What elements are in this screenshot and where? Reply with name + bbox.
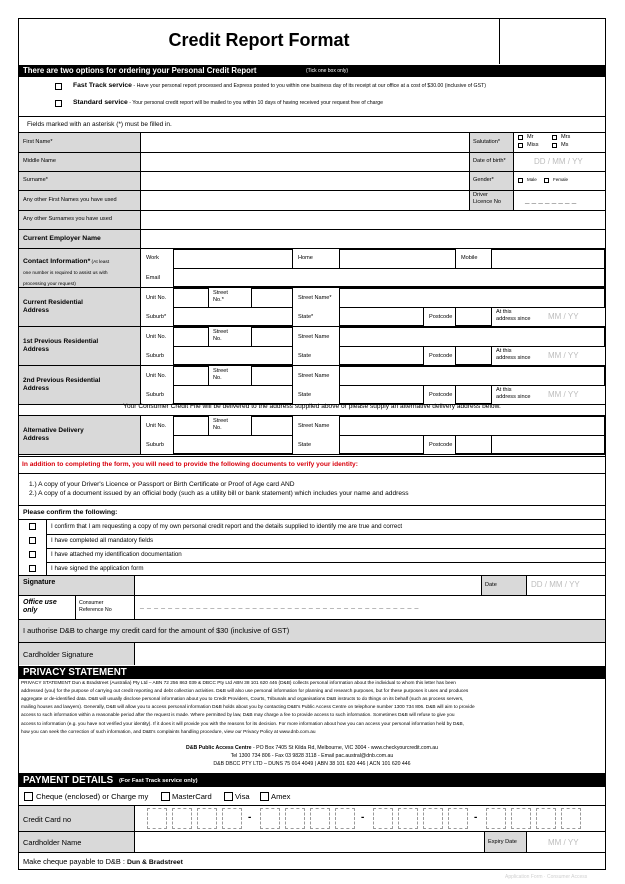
address-previous-2-street-name-field[interactable] [339, 366, 605, 386]
surname-label: Surname* [23, 177, 48, 183]
mastercard-label: MasterCard [172, 792, 212, 801]
card-group-separator: - [361, 812, 365, 823]
address-current-since-label-2: address since [496, 316, 531, 322]
signature-label: Signature [23, 579, 56, 586]
fast-track-option: Fast Track service - Have your personal report processed and Express posted to you within one business day of its receipt at our office at a cost of $30.00 (inclusive of GST) [73, 82, 486, 89]
address-previous-2-street-name-label: Street Name [298, 373, 330, 379]
cardholder-name-field[interactable] [135, 832, 484, 852]
address-previous-2-unit-field[interactable] [173, 366, 209, 386]
confirm-heading: Please confirm the following: [23, 509, 118, 516]
mrs-label: Mrs [561, 134, 571, 140]
signature-field[interactable] [135, 576, 481, 595]
address-alternative-street-name-label: Street Name [298, 423, 330, 429]
documents-item-1: 1.) A copy of your Driver's Licence or Passport or Birth Certificate or Proof of Age card AND [29, 481, 295, 488]
card-digit-box[interactable] [147, 808, 167, 829]
licence-field[interactable]: _ _ _ _ _ _ _ _ [525, 196, 577, 205]
privacy-line-5: access to such information within a reasonable period after the request is made. Where permitted by law, D&B may charge a fee to provide access to such information. Sometimes D&B will refuse to give you [21, 713, 455, 719]
confirm-checkbox-3[interactable] [29, 551, 36, 558]
address-alternative-extra-field [491, 435, 605, 454]
consumer-reference-field[interactable]: _ _ _ _ _ _ _ _ _ _ _ _ _ _ _ _ _ _ _ _ _ _ _ _ _ _ _ _ _ _ _ _ _ _ _ _ _ _ _ _ [140, 603, 419, 610]
address-previous-1-label-1: 1st Previous Residential [23, 338, 99, 345]
employer-label: Current Employer Name [23, 235, 101, 242]
address-alternative-street-no-label-2: No. [213, 425, 222, 431]
address-current-street-name-label: Street Name* [298, 295, 332, 301]
visa-label: Visa [235, 792, 250, 801]
cheque-checkbox[interactable] [24, 792, 33, 801]
card-digit-box[interactable] [172, 808, 192, 829]
expiry-field[interactable]: MM / YY [548, 838, 579, 847]
address-previous-1-street-no-label-2: No. [213, 336, 222, 342]
confirm-item-4: I have signed the application form [51, 565, 144, 572]
address-alternative-suburb-label: Suburb [146, 442, 165, 448]
address-alternative-street-name-field[interactable] [339, 416, 605, 436]
watermark: Application Form · Consumer Access [505, 874, 588, 880]
cheque-payable-note: Make cheque payable to D&B : Dun & Bradstreet [23, 857, 183, 866]
address-previous-1-since-field[interactable]: MM / YY [548, 351, 579, 360]
address-previous-2-street-no-label-1: Street [213, 368, 228, 374]
address-current-label-2: Address [23, 307, 50, 314]
address-alternative-label-1: Alternative Delivery [23, 427, 84, 434]
address-previous-1-since-label-1: At this [496, 348, 512, 354]
address-current-suburb-label: Suburb* [146, 314, 167, 320]
privacy-line-3: aggregate or de-identified data. D&B will usually disclose personal information about you to Credit Providers, Courts, Tribunals and organisations D&B instructs to do things on its behalf (such as process servers, [21, 697, 464, 703]
female-label: Female [553, 177, 569, 182]
address-previous-1-street-name-field[interactable] [339, 327, 605, 347]
documents-item-2: 2.) A copy of a document issued by an official body (such as a utility bill or bank statement) which includes your name and address [29, 490, 409, 497]
address-previous-2-street-no-label-2: No. [213, 375, 222, 381]
address-current-state-label: State* [298, 314, 314, 320]
mobile-field[interactable] [491, 249, 605, 269]
privacy-line-1: PRIVACY STATEMENT Dun & Bradstreet (Australia) Pty Ltd – ABN 72 256 863 039 & DBCC Pty Ltd ABN 38 101 620 446 (D&B) collects personal information about the individual to whom this letter has been [21, 681, 456, 686]
other-surnames-field[interactable] [141, 211, 605, 229]
mr-label: Mr [527, 134, 534, 140]
first-name-field[interactable] [141, 133, 468, 152]
confirm-item-1: I confirm that I am requesting a copy of my own personal credit report and the details supplied to identify me are true and correct [51, 523, 403, 530]
card-digit-box[interactable] [373, 808, 393, 829]
card-group-separator: - [248, 812, 252, 823]
privacy-line-4: mailing houses and lawyers). Generally, D&B will allow you to access personal information D&B holds about you by contacting D&B's Public Access Centre on telephone number 1300 734 806. D&B will aim to provide [21, 705, 475, 711]
address-current-unit-label: Unit No. [146, 295, 167, 301]
address-previous-2-unit-label: Unit No. [146, 373, 167, 379]
mandatory-note: Fields marked with an asterisk (*) must be filled in. [27, 121, 172, 128]
address-previous-2-postcode-label: Postcode [429, 392, 453, 398]
dob-label: Date of birth* [473, 158, 506, 164]
options-heading: There are two options for ordering your Personal Credit Report [23, 66, 257, 75]
address-previous-2-suburb-label: Suburb [146, 392, 165, 398]
address-current-state-field[interactable] [339, 307, 424, 326]
address-alternative-state-label: State [298, 442, 312, 448]
salutation-label: Salutation* [473, 139, 501, 145]
ms-checkbox[interactable] [552, 143, 557, 148]
mastercard-checkbox[interactable] [161, 792, 170, 801]
address-previous-2-street-no-field[interactable] [251, 366, 293, 386]
address-current-suburb-field[interactable] [173, 307, 293, 326]
confirm-checkbox-2[interactable] [29, 537, 36, 544]
address-previous-1-street-name-label: Street Name [298, 334, 330, 340]
address-alternative-unit-field[interactable] [173, 416, 209, 436]
card-no-label: Credit Card no [23, 815, 72, 824]
card-digit-box[interactable] [335, 808, 355, 829]
female-checkbox[interactable] [544, 178, 549, 183]
mr-checkbox[interactable] [518, 135, 523, 140]
address-previous-1-postcode-label: Postcode [429, 353, 453, 359]
address-alternative-postcode-field[interactable] [455, 435, 492, 454]
access-centre-info: D&B Public Access Centre - PO Box 7405 St Kilda Rd, Melbourne, VIC 3004 - www.checkyourcredit.com.au Tel 1300 734 806 - Fax 03 9828 3118 - Email pac.austral@dnb.com.au D&B DBCC PTY LTD – DUNS 75 014 4049 | ABN 38 101 620 446 | ACN 101 620 446 [185, 745, 439, 767]
address-previous-1-street-no-label-1: Street [213, 329, 228, 335]
address-previous-2-state-field[interactable] [339, 385, 424, 404]
address-alternative-unit-label: Unit No. [146, 423, 167, 429]
card-digit-box[interactable] [222, 808, 242, 829]
mobile-label: Mobile [461, 255, 478, 261]
address-previous-1-state-field[interactable] [339, 346, 424, 365]
address-previous-1-street-no-field[interactable] [251, 327, 293, 347]
confirm-item-3: I have attached my identification documentation [51, 551, 182, 558]
dob-field[interactable]: DD / MM / YY [534, 157, 583, 166]
address-alternative-label-2: Address [23, 435, 50, 442]
card-digit-box[interactable] [486, 808, 506, 829]
cardholder-signature-field[interactable] [135, 643, 605, 665]
payment-heading-note: (For Fast Track service only) [119, 778, 198, 784]
address-previous-1-unit-field[interactable] [173, 327, 209, 347]
title-divider [499, 19, 500, 64]
card-digit-box[interactable] [398, 808, 418, 829]
address-current-street-name-field[interactable] [339, 288, 605, 308]
address-previous-1-suburb-label: Suburb [146, 353, 165, 359]
standard-option: Standard service - Your personal credit report will be mailed to you within 10 days of having received your request free of charge [73, 99, 383, 106]
address-current-postcode-field[interactable] [455, 307, 492, 326]
address-previous-1-postcode-field[interactable] [455, 346, 492, 365]
cheque-label: Cheque (enclosed) or Charge my [36, 792, 149, 801]
email-label: Email [146, 275, 160, 281]
office-use-label: Office use only [23, 599, 57, 614]
address-previous-1-unit-label: Unit No. [146, 334, 167, 340]
address-previous-1-state-label: State [298, 353, 312, 359]
miss-checkbox[interactable] [518, 143, 523, 148]
standard-checkbox[interactable] [55, 100, 62, 107]
first-name-label: First Name* [23, 139, 53, 145]
address-current-label-1: Current Residential [23, 299, 83, 306]
documents-heading: In addition to completing the form, you will need to provide the following documents to verify your identity: [22, 461, 358, 468]
address-previous-1-label-2: Address [23, 346, 50, 353]
visa-checkbox[interactable] [224, 792, 233, 801]
options-bar [19, 65, 605, 77]
address-previous-2-label-2: Address [23, 385, 50, 392]
fast-track-checkbox[interactable] [55, 83, 62, 90]
card-digit-box[interactable] [285, 808, 305, 829]
card-digit-box[interactable] [423, 808, 443, 829]
other-first-names-label: Any other First Names you have used [23, 197, 117, 203]
address-previous-2-state-label: State [298, 392, 312, 398]
card-digit-box[interactable] [310, 808, 330, 829]
other-first-names-field[interactable] [141, 191, 468, 210]
other-surnames-label: Any other Surnames you have used [23, 216, 112, 222]
options-heading-note: (Tick one box only) [306, 68, 349, 74]
email-field[interactable] [173, 268, 605, 287]
card-digit-box[interactable] [197, 808, 217, 829]
address-current-postcode-label: Postcode [429, 314, 453, 320]
privacy-line-7: how you can seek the correction of such information, and D&B's complaints handling procedure, view our Privacy Policy at www.dnb.com.au [21, 729, 316, 735]
privacy-line-6: access to information (e.g. you have not verified your identity). If it does it will provide you with the reasons for its decision. For more information about how you can access your personal information held by D&B, [21, 721, 465, 727]
date-label: Date [485, 582, 497, 588]
address-alternative-street-no-field[interactable] [251, 416, 293, 436]
privacy-bar [19, 666, 605, 679]
address-previous-2-since-label-2: address since [496, 394, 531, 400]
work-field[interactable] [173, 249, 293, 269]
address-alternative-suburb-field[interactable] [173, 435, 293, 454]
address-current-street-no-label-1: Street [213, 290, 228, 296]
amex-label: Amex [271, 792, 291, 801]
confirm-item-2: I have completed all mandatory fields [51, 537, 154, 544]
address-previous-2-suburb-field[interactable] [173, 385, 293, 404]
address-alternative-state-field[interactable] [339, 435, 424, 454]
confirm-checkbox-1[interactable] [29, 523, 36, 530]
delivery-note: Your Consumer Credit File will be delivered to the address supplied above or please supply an alternative delivery address below. [123, 403, 501, 410]
male-checkbox[interactable] [518, 178, 523, 183]
address-previous-1-suburb-field[interactable] [173, 346, 293, 365]
signature-date-field[interactable]: DD / MM / YY [531, 580, 580, 589]
cardholder-signature-label: Cardholder Signature [23, 650, 94, 659]
amex-checkbox[interactable] [260, 792, 269, 801]
licence-label-2: Licence No [473, 199, 501, 205]
card-digit-box[interactable] [561, 808, 581, 829]
page-title: Credit Report Format [168, 30, 350, 50]
payment-bar [19, 773, 605, 787]
ms-label: Ms [561, 142, 569, 148]
card-digit-box[interactable] [448, 808, 468, 829]
card-digit-box[interactable] [536, 808, 556, 829]
authorise-text: I authorise D&B to charge my credit card for the amount of $30 (inclusive of GST) [23, 626, 290, 635]
card-digit-box[interactable] [260, 808, 280, 829]
middle-name-label: Middle Name [23, 158, 56, 164]
address-alternative-postcode-label: Postcode [429, 442, 453, 448]
consumer-reference-label: Consumer Reference No [79, 600, 112, 613]
expiry-label: Expiry Date [488, 839, 517, 845]
confirm-checkbox-4[interactable] [29, 565, 36, 572]
gender-label: Gender* [473, 177, 494, 183]
licence-label-1: Driver [473, 192, 488, 198]
male-label: Male [527, 177, 537, 182]
privacy-heading: PRIVACY STATEMENT [23, 667, 127, 678]
address-current-since-field[interactable]: MM / YY [548, 312, 579, 321]
address-current-since-label-1: At this [496, 309, 512, 315]
address-alternative-street-no-label-1: Street [213, 418, 228, 424]
surname-field[interactable] [141, 172, 468, 190]
work-label: Work [146, 255, 159, 261]
address-previous-2-since-label-1: At this [496, 387, 512, 393]
address-previous-1-since-label-2: address since [496, 355, 531, 361]
address-current-unit-field[interactable] [173, 288, 209, 308]
address-current-street-no-label-2: No.* [213, 297, 224, 303]
privacy-line-2: addressed (you) for the purpose of carrying out credit reporting and debt collection activities. D&B will also use personal information for planning and research purposes, but for these purposes it uses and produces [21, 689, 469, 695]
employer-field[interactable] [141, 230, 605, 248]
contact-label: Contact Information* (At least one number is required to assist us with processing your request) [23, 258, 110, 287]
middle-name-field[interactable] [141, 153, 468, 171]
card-digit-box[interactable] [511, 808, 531, 829]
cardholder-name-label: Cardholder Name [23, 838, 82, 847]
address-previous-2-postcode-field[interactable] [455, 385, 492, 404]
miss-label: Miss [527, 142, 539, 148]
address-previous-2-since-field[interactable]: MM / YY [548, 390, 579, 399]
home-field[interactable] [339, 249, 456, 269]
card-group-separator: - [474, 812, 478, 823]
payment-heading: PAYMENT DETAILS [23, 775, 114, 786]
mrs-checkbox[interactable] [552, 135, 557, 140]
address-previous-2-label-1: 2nd Previous Residential [23, 377, 101, 384]
home-label: Home [298, 255, 313, 261]
address-current-street-no-field[interactable] [251, 288, 293, 308]
